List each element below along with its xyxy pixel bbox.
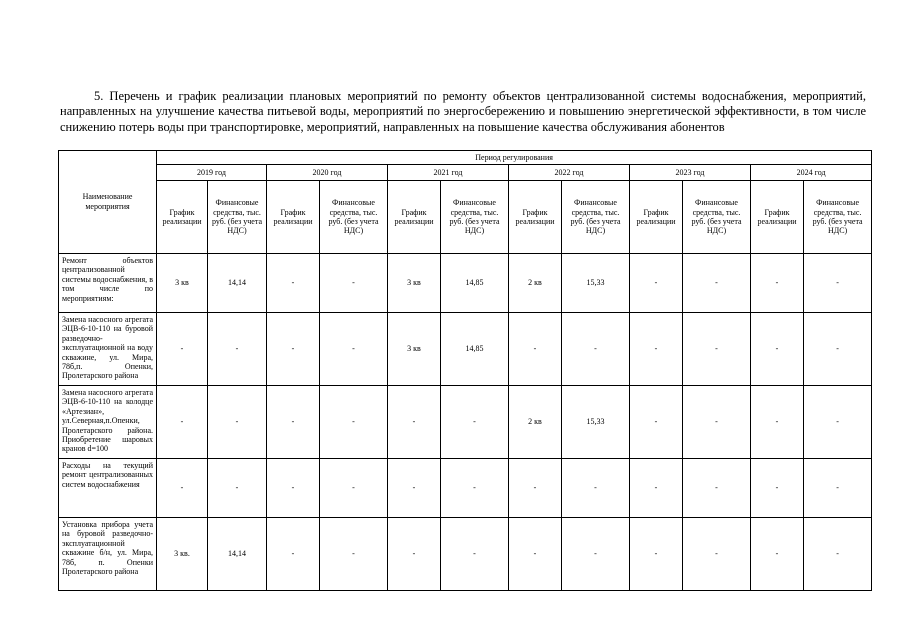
table-cell: 15,33 [562, 254, 630, 313]
table-cell: - [157, 386, 208, 459]
schedule-header: График реализации [751, 181, 804, 254]
table-row [59, 254, 872, 313]
table-cell: - [267, 459, 320, 518]
table-cell: - [388, 386, 441, 459]
table-cell: - [441, 386, 509, 459]
table-cell: - [804, 386, 872, 459]
table-cell: - [683, 518, 751, 591]
table-cell: 3 кв [157, 254, 208, 313]
table-cell: - [804, 459, 872, 518]
year-header: 2019 год [157, 165, 267, 181]
finance-header: Финансовые средства, тыс. руб. (без учета НДС) [208, 181, 267, 254]
table-cell: - [804, 518, 872, 591]
document-heading: 5. Перечень и график реализации плановых мероприятий по ремонту объектов централизованной системы водоснабжения, мероприятий, направленных на улучшение качества питьевой воды, мероприятий по энергосбережению и повышению энергетической эффективности, в том числе снижению потерь воды при транспортировке, мероприятий, направленных на повышение качества обслуживания абонентов [60, 88, 866, 134]
year-header: 2020 год [267, 165, 388, 181]
table-cell: - [683, 313, 751, 386]
table-cell: - [509, 459, 562, 518]
schedule-header: График реализации [157, 181, 208, 254]
table-cell: - [683, 386, 751, 459]
table-row [59, 386, 872, 459]
table-cell: - [441, 518, 509, 591]
table-cell: - [320, 459, 388, 518]
table-cell: - [751, 386, 804, 459]
table-cell: - [509, 518, 562, 591]
table-cell: - [804, 313, 872, 386]
table-cell: - [388, 518, 441, 591]
table-cell: 14,14 [208, 254, 267, 313]
table-cell: - [157, 313, 208, 386]
table-cell: - [630, 313, 683, 386]
table-cell: 2 кв [509, 386, 562, 459]
year-header: 2024 год [751, 165, 872, 181]
finance-header: Финансовые средства, тыс. руб. (без учета НДС) [562, 181, 630, 254]
table-cell: - [562, 459, 630, 518]
table-cell: - [751, 313, 804, 386]
table-cell: 3 кв. [157, 518, 208, 591]
table-cell: 3 кв [388, 254, 441, 313]
table-cell: - [683, 459, 751, 518]
table-cell: - [157, 459, 208, 518]
table-cell: - [388, 459, 441, 518]
measure-name: Замена насосного агрегата ЭЦВ-6-10-110 на буровой разведочно-эксплуатационной на воду скважине, ул. Мира, 78б,п. Опенки, Пролетарского района [59, 313, 157, 386]
table-cell: - [267, 386, 320, 459]
table-cell: 14,85 [441, 313, 509, 386]
schedule-header: График реализации [388, 181, 441, 254]
table-row [59, 518, 872, 591]
table-cell: - [630, 459, 683, 518]
table-cell: - [320, 518, 388, 591]
table-row [59, 459, 872, 518]
table-cell: - [751, 459, 804, 518]
table-cell: - [751, 518, 804, 591]
table-cell: 14,14 [208, 518, 267, 591]
table-cell: - [208, 313, 267, 386]
table-cell: - [804, 254, 872, 313]
table-cell: - [683, 254, 751, 313]
table-row [59, 313, 872, 386]
table-cell: 3 кв [388, 313, 441, 386]
measure-name: Расходы на текущий ремонт централизованных систем водоснабжения [59, 459, 157, 518]
year-header: 2021 год [388, 165, 509, 181]
table-cell: - [509, 313, 562, 386]
table-cell: - [562, 518, 630, 591]
measure-name: Ремонт объектов централизованной системы водоснабжения, в том числе по мероприятиям: [59, 254, 157, 313]
table-cell: - [320, 386, 388, 459]
schedule-header: График реализации [267, 181, 320, 254]
table-cell: - [751, 254, 804, 313]
measures-table [58, 150, 872, 591]
table-cell: - [562, 313, 630, 386]
year-header: 2022 год [509, 165, 630, 181]
finance-header: Финансовые средства, тыс. руб. (без учета НДС) [804, 181, 872, 254]
table-cell: - [630, 386, 683, 459]
name-column-header: Наименование мероприятия [59, 151, 157, 254]
table-cell: - [630, 254, 683, 313]
table-cell: - [267, 518, 320, 591]
schedule-header: График реализации [509, 181, 562, 254]
finance-header: Финансовые средства, тыс. руб. (без учета НДС) [441, 181, 509, 254]
table-cell: - [267, 254, 320, 313]
table-cell: - [267, 313, 320, 386]
finance-header: Финансовые средства, тыс. руб. (без учета НДС) [320, 181, 388, 254]
table-cell: 15,33 [562, 386, 630, 459]
measure-name: Установка прибора учета на буровой разведочно-эксплуатационной скважине б/н, ул. Мира, 78б, п. Опенки Пролетарского района [59, 518, 157, 591]
table-cell: - [208, 386, 267, 459]
period-header: Период регулирования [157, 151, 872, 165]
table-cell: - [208, 459, 267, 518]
table-cell: - [320, 254, 388, 313]
finance-header: Финансовые средства, тыс. руб. (без учета НДС) [683, 181, 751, 254]
year-header: 2023 год [630, 165, 751, 181]
schedule-header: График реализации [630, 181, 683, 254]
table-cell: - [630, 518, 683, 591]
table-cell: - [441, 459, 509, 518]
table-cell: 2 кв [509, 254, 562, 313]
measure-name: Замена насосного агрегата ЭЦВ-6-10-110 на колодце «Артезиан», ул.Северная,п.Опенки, Пролетарского района. Приобретение шаровых кранов d=100 [59, 386, 157, 459]
table-cell: 14,85 [441, 254, 509, 313]
table-cell: - [320, 313, 388, 386]
